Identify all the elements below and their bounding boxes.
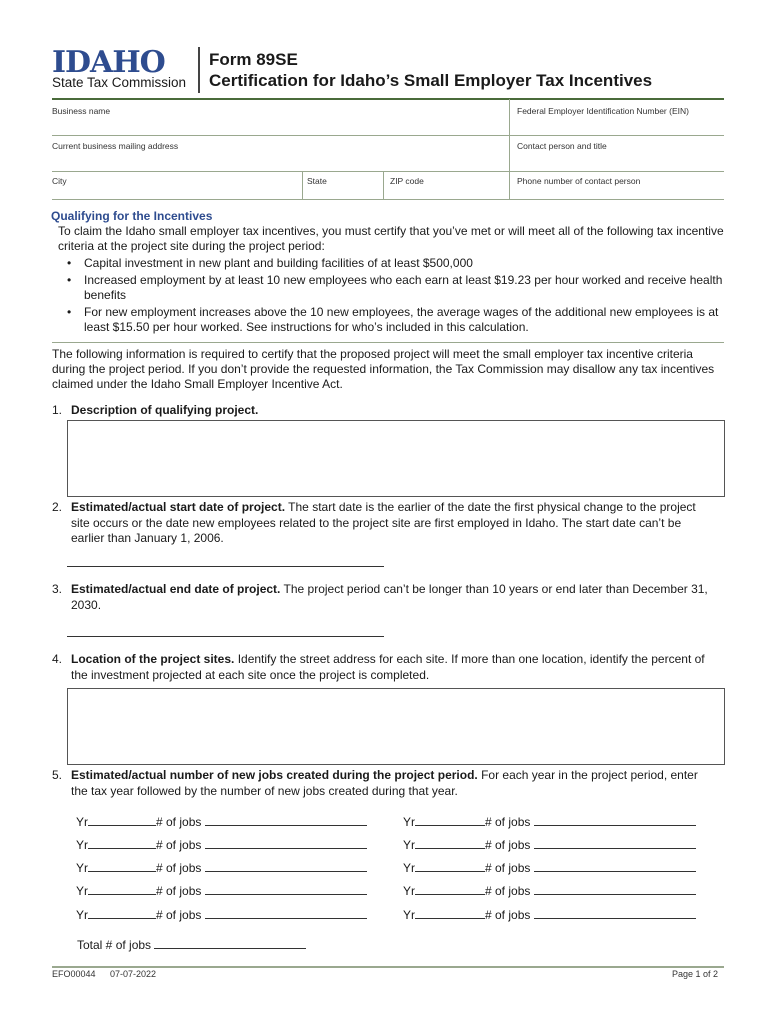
jobs-row-left[interactable]: Yr # of jobs	[76, 859, 367, 875]
idaho-logo: IDAHO	[52, 45, 165, 80]
bullet-icon: •	[67, 305, 72, 319]
info-paragraph: The following information is required to certify that the proposed project will meet the small employer tax incentive criteria during the project period. If you don’t provide the requested information, the Tax Commission may disallow any tax incentives claimed under the Idaho Small Employer Incentive Act.	[52, 347, 715, 391]
header-divider	[198, 47, 200, 93]
question-3: 3. Estimated/actual end date of project. The project period can’t be longer than 10 years or end later than December 31, 2030.	[52, 582, 708, 612]
revision-date: 07-07-2022	[110, 969, 157, 979]
jobs-row-left[interactable]: Yr # of jobs	[76, 813, 367, 829]
question-1: 1. Description of qualifying project.	[52, 403, 259, 417]
business-name-field[interactable]: Business name	[52, 106, 111, 116]
grid-top-rule	[52, 98, 724, 100]
list-item: • Capital investment in new plant and building facilities of at least $500,000	[67, 256, 473, 270]
section-heading: Qualifying for the Incentives	[51, 209, 213, 223]
state-field[interactable]: State	[307, 176, 327, 186]
footer-rule	[52, 966, 724, 968]
city-field[interactable]: City	[52, 176, 67, 186]
list-item: • For new employment increases above the 10 new employees, the average wages of the additional new employees is at least $15.50 per hour worked. See instructions for who’s included in this calculation.	[67, 305, 719, 334]
jobs-row-right[interactable]: Yr # of jobs	[403, 906, 696, 922]
grid-rule-3	[52, 199, 724, 200]
zip-field[interactable]: ZIP code	[390, 176, 424, 186]
grid-rule-2	[52, 171, 724, 172]
description-input[interactable]	[67, 420, 725, 497]
jobs-row-right[interactable]: Yr # of jobs	[403, 882, 696, 898]
form-code: EFO00044	[52, 969, 96, 979]
criteria-list	[58, 256, 723, 337]
list-item: • Increased employment by at least 10 new employees who each earn at least $19.23 per hour worked and receive health benefits	[67, 273, 723, 302]
intro-text: To claim the Idaho small employer tax incentives, you must certify that you’ve met or will meet all of the following tax incentive criteria at the project site during the project period:	[58, 224, 724, 253]
contact-person-field[interactable]: Contact person and title	[517, 141, 607, 151]
grid-divider-state	[302, 171, 303, 199]
jobs-row-right[interactable]: Yr # of jobs	[403, 836, 696, 852]
question-5: 5. Estimated/actual number of new jobs created during the project period. For each year in the project period, enter the tax year followed by the number of new jobs created during that year.	[52, 768, 698, 798]
jobs-row-left[interactable]: Yr # of jobs	[76, 906, 367, 922]
jobs-row-left[interactable]: Yr # of jobs	[76, 836, 367, 852]
grid-divider-zip	[383, 171, 384, 199]
section-rule	[52, 342, 724, 343]
ein-field[interactable]: Federal Employer Identification Number (EIN)	[517, 106, 689, 116]
total-jobs-field[interactable]	[154, 936, 306, 949]
question-4: 4. Location of the project sites. Identify the street address for each site. If more than one location, identify the percent of the investment projected at each site once the project is completed.	[52, 652, 705, 682]
end-date-field[interactable]	[67, 636, 384, 637]
mailing-address-field[interactable]: Current business mailing address	[52, 141, 179, 151]
bullet-icon: •	[67, 256, 72, 270]
grid-rule-1	[52, 135, 724, 136]
jobs-row-right[interactable]: Yr # of jobs	[403, 813, 696, 829]
form-title: Certification for Idaho’s Small Employer Tax Incentives	[209, 71, 653, 90]
logo-subtitle: State Tax Commission	[52, 75, 187, 90]
jobs-row-left[interactable]: Yr # of jobs	[76, 882, 367, 898]
location-input[interactable]	[67, 688, 725, 765]
form-number: Form 89SE	[209, 50, 298, 69]
question-2: 2. Estimated/actual start date of project. The start date is the earlier of the date the first physical change to the project site occurs or the date new employees related to the project site are first employed in Idaho. The start date can’t be earlier than January 1, 2006.	[52, 500, 696, 545]
start-date-field[interactable]	[67, 566, 384, 567]
bullet-icon: •	[67, 273, 72, 287]
grid-divider-right	[509, 99, 510, 199]
total-jobs-row[interactable]: Total # of jobs	[77, 936, 306, 952]
jobs-row-right[interactable]: Yr # of jobs	[403, 859, 696, 875]
phone-field[interactable]: Phone number of contact person	[517, 176, 641, 186]
page-number: Page 1 of 2	[672, 969, 719, 979]
